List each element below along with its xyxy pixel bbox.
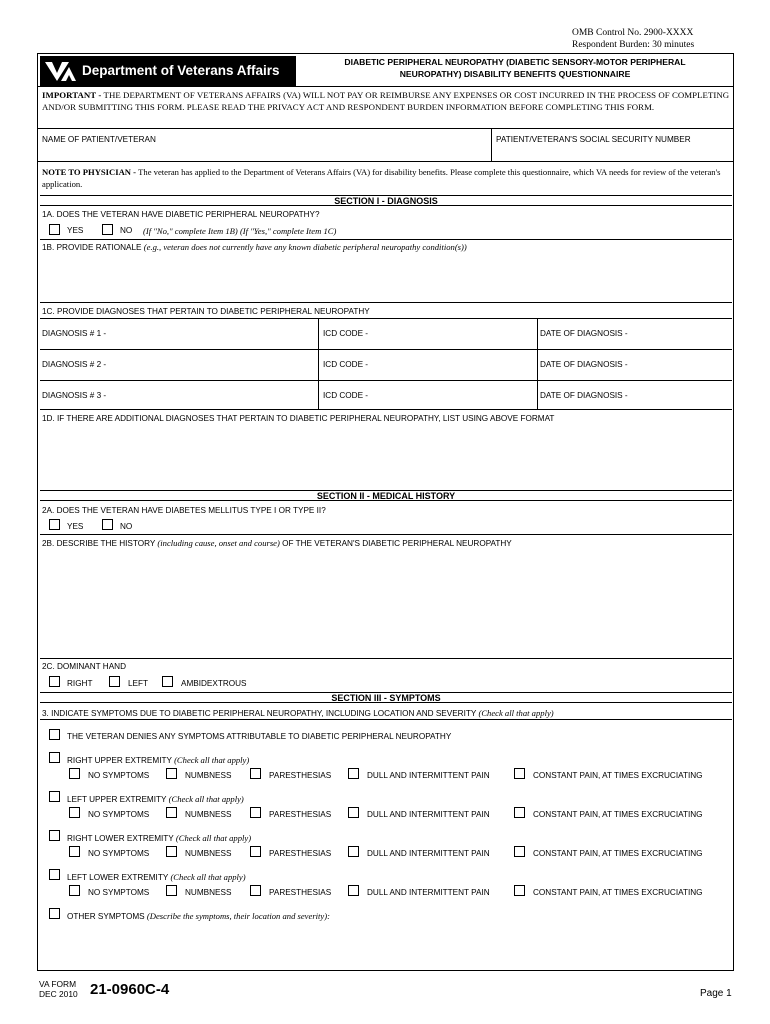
divider <box>37 128 734 129</box>
no-symptoms-label: NO SYMPTOMS <box>88 888 150 897</box>
diagnosis-label[interactable]: DIAGNOSIS # 1 - <box>42 329 107 338</box>
other-symptoms-note: (Describe the symptoms, their location and severity): <box>146 911 330 921</box>
paresthesias-checkbox[interactable] <box>250 768 261 779</box>
extremity-group-left-upper <box>0 791 770 825</box>
dull-pain-label: DULL AND INTERMITTENT PAIN <box>367 771 490 780</box>
q3-label: 3. INDICATE SYMPTOMS DUE TO DIABETIC PERIPHERAL NEUROPATHY, INCLUDING LOCATION AND SEVERITY (Check all that apply) <box>42 708 554 718</box>
q1d-additional-field[interactable] <box>40 425 732 487</box>
constant-pain-checkbox[interactable] <box>514 885 525 896</box>
numbness-label: NUMBNESS <box>185 888 232 897</box>
paresthesias-checkbox[interactable] <box>250 807 261 818</box>
paresthesias-label: PARESTHESIAS <box>269 810 332 819</box>
extremity-checkbox[interactable] <box>49 791 60 802</box>
note-lead: NOTE TO PHYSICIAN - <box>42 167 139 177</box>
denies-symptoms-checkbox[interactable] <box>49 729 60 740</box>
divider <box>40 719 732 720</box>
dull-pain-label: DULL AND INTERMITTENT PAIN <box>367 810 490 819</box>
other-symptoms-label: OTHER SYMPTOMS (Describe the symptoms, their location and severity): <box>67 911 330 921</box>
q2b-label: 2B. DESCRIBE THE HISTORY (including cause, onset and course) OF THE VETERAN'S DIABETIC PERIPHERAL NEUROPATHY <box>42 538 512 548</box>
divider <box>40 658 732 659</box>
dull-pain-checkbox[interactable] <box>348 768 359 779</box>
constant-pain-checkbox[interactable] <box>514 846 525 857</box>
divider <box>37 161 734 162</box>
diagnosis-row <box>40 380 732 409</box>
icd-code-label[interactable]: ICD CODE - <box>323 329 369 338</box>
form-title <box>300 57 730 80</box>
constant-pain-label: CONSTANT PAIN, AT TIMES EXCRUCIATING <box>533 849 703 858</box>
divider <box>40 534 732 535</box>
q2a-no-checkbox[interactable] <box>102 519 113 530</box>
agency-name: Department of Veterans Affairs <box>82 63 280 78</box>
divider <box>537 318 538 409</box>
extremity-checkbox[interactable] <box>49 869 60 880</box>
note-text: The veteran has applied to the Department of Veterans Affairs (VA) for disability benefits. Please complete this questionnaire, which VA needs for review of the veteran's application. <box>42 167 721 189</box>
q2a-label: 2A. DOES THE VETERAN HAVE DIABETES MELLITUS TYPE I OR TYPE II? <box>42 506 326 515</box>
patient-name-label: NAME OF PATIENT/VETERAN <box>42 135 156 144</box>
ssn-label: PATIENT/VETERAN'S SOCIAL SECURITY NUMBER <box>496 135 691 144</box>
constant-pain-label: CONSTANT PAIN, AT TIMES EXCRUCIATING <box>533 810 703 819</box>
q1a-instruction: (If "No," complete Item 1B) (If "Yes," complete Item 1C) <box>143 226 337 236</box>
form-title-line2: NEUROPATHY) DISABILITY BENEFITS QUESTIONNAIRE <box>399 68 631 79</box>
divider <box>40 239 732 240</box>
divider <box>318 318 319 409</box>
q1a-yes-checkbox[interactable] <box>49 224 60 235</box>
numbness-checkbox[interactable] <box>166 846 177 857</box>
paresthesias-label: PARESTHESIAS <box>269 888 332 897</box>
dull-pain-label: DULL AND INTERMITTENT PAIN <box>367 888 490 897</box>
ssn-field[interactable] <box>494 146 730 160</box>
numbness-checkbox[interactable] <box>166 807 177 818</box>
q1b-label: 1B. PROVIDE RATIONALE (e.g., veteran does not currently have any known diabetic peripheral neuropathy condition(s)) <box>42 242 467 252</box>
important-text: THE DEPARTMENT OF VETERANS AFFAIRS (VA) WILL NOT PAY OR REIMBURSE ANY EXPENSES OR COST INCURRED IN THE PROCESS OF COMPLETING AND/OR SUBMITTING THIS FORM. PLEASE READ THE PRIVACY ACT AND RESPONDENT BURDEN INFORMATION BEFORE COMPLETING THIS FORM. <box>42 90 730 112</box>
no-symptoms-checkbox[interactable] <box>69 846 80 857</box>
no-symptoms-checkbox[interactable] <box>69 768 80 779</box>
extremity-label: RIGHT UPPER EXTREMITY (Check all that apply) <box>67 755 250 765</box>
va-seal-icon <box>43 59 77 83</box>
dull-pain-checkbox[interactable] <box>348 885 359 896</box>
date-of-diagnosis-label[interactable]: DATE OF DIAGNOSIS - <box>540 329 628 338</box>
other-symptoms-checkbox[interactable] <box>49 908 60 919</box>
extremity-label: LEFT UPPER EXTREMITY (Check all that apply) <box>67 794 244 804</box>
constant-pain-label: CONSTANT PAIN, AT TIMES EXCRUCIATING <box>533 771 703 780</box>
section2-heading: SECTION II - MEDICAL HISTORY <box>40 490 732 501</box>
constant-pain-checkbox[interactable] <box>514 768 525 779</box>
constant-pain-checkbox[interactable] <box>514 807 525 818</box>
other-symptoms-field[interactable] <box>40 924 732 968</box>
paresthesias-label: PARESTHESIAS <box>269 771 332 780</box>
patient-name-field[interactable] <box>40 146 488 160</box>
dull-pain-checkbox[interactable] <box>348 846 359 857</box>
q2c-label: 2C. DOMINANT HAND <box>42 662 127 671</box>
va-logo-banner <box>40 56 296 86</box>
no-symptoms-checkbox[interactable] <box>69 885 80 896</box>
icd-code-label[interactable]: ICD CODE - <box>323 360 369 369</box>
respondent-burden: Respondent Burden: 30 minutes <box>572 40 695 50</box>
q1a-no-label: NO <box>120 226 133 235</box>
footer-form-id <box>39 979 78 999</box>
dull-pain-label: DULL AND INTERMITTENT PAIN <box>367 849 490 858</box>
no-symptoms-checkbox[interactable] <box>69 807 80 818</box>
divider <box>40 409 732 410</box>
q1b-note: (e.g., veteran does not currently have any known diabetic peripheral neuropathy condition(s)) <box>143 242 467 252</box>
section1-heading: SECTION I - DIAGNOSIS <box>40 195 732 206</box>
date-of-diagnosis-label[interactable]: DATE OF DIAGNOSIS - <box>540 391 628 400</box>
paresthesias-checkbox[interactable] <box>250 846 261 857</box>
icd-code-label[interactable]: ICD CODE - <box>323 391 369 400</box>
numbness-label: NUMBNESS <box>185 849 232 858</box>
extremity-group-left-lower <box>0 869 770 903</box>
diagnosis-row <box>40 318 732 349</box>
omb-control: OMB Control No. 2900-XXXX <box>572 28 694 38</box>
q1a-no-checkbox[interactable] <box>102 224 113 235</box>
numbness-checkbox[interactable] <box>166 885 177 896</box>
no-symptoms-label: NO SYMPTOMS <box>88 771 150 780</box>
extremity-checkbox[interactable] <box>49 752 60 763</box>
q1c-label: 1C. PROVIDE DIAGNOSES THAT PERTAIN TO DIABETIC PERIPHERAL NEUROPATHY <box>42 307 370 316</box>
constant-pain-label: CONSTANT PAIN, AT TIMES EXCRUCIATING <box>533 888 703 897</box>
divider <box>491 128 492 161</box>
section3-heading: SECTION III - SYMPTOMS <box>40 692 732 703</box>
q2a-no-label: NO <box>120 522 133 531</box>
q3-note: (Check all that apply) <box>478 708 554 718</box>
q1b-rationale-field[interactable] <box>40 253 732 300</box>
numbness-label: NUMBNESS <box>185 810 232 819</box>
extremity-group-right-upper <box>0 752 770 786</box>
q1a-yes-label: YES <box>67 226 84 235</box>
date-of-diagnosis-label[interactable]: DATE OF DIAGNOSIS - <box>540 360 628 369</box>
extremity-label: LEFT LOWER EXTREMITY (Check all that apply) <box>67 872 246 882</box>
extremity-label: RIGHT LOWER EXTREMITY (Check all that apply) <box>67 833 252 843</box>
diagnosis-row <box>40 349 732 380</box>
note-to-physician <box>42 167 730 190</box>
page-number: Page 1 <box>700 988 732 999</box>
divider <box>37 86 734 87</box>
no-symptoms-label: NO SYMPTOMS <box>88 849 150 858</box>
no-symptoms-label: NO SYMPTOMS <box>88 810 150 819</box>
footer-date: DEC 2010 <box>39 989 78 999</box>
important-lead: IMPORTANT - <box>42 90 104 100</box>
paresthesias-label: PARESTHESIAS <box>269 849 332 858</box>
numbness-checkbox[interactable] <box>166 768 177 779</box>
important-notice <box>42 89 730 113</box>
denies-symptoms-label: THE VETERAN DENIES ANY SYMPTOMS ATTRIBUTABLE TO DIABETIC PERIPHERAL NEUROPATHY <box>67 732 452 741</box>
extremity-group-right-lower <box>0 830 770 864</box>
q2a-yes-label: YES <box>67 522 84 531</box>
footer-va-form: VA FORM <box>39 979 77 989</box>
footer-form-number: 21-0960C-4 <box>90 981 170 998</box>
divider <box>40 302 732 303</box>
numbness-label: NUMBNESS <box>185 771 232 780</box>
q1d-label: 1D. IF THERE ARE ADDITIONAL DIAGNOSES THAT PERTAIN TO DIABETIC PERIPHERAL NEUROPATHY, LIST USING ABOVE FORMAT <box>42 414 555 423</box>
paresthesias-checkbox[interactable] <box>250 885 261 896</box>
diagnosis-label[interactable]: DIAGNOSIS # 2 - <box>42 360 107 369</box>
left-hand-label: LEFT <box>128 679 149 688</box>
extremity-checkbox[interactable] <box>49 830 60 841</box>
q2b-note: (including cause, onset and course) <box>157 538 280 548</box>
ambidextrous-label: AMBIDEXTROUS <box>181 679 247 688</box>
right-hand-label: RIGHT <box>67 679 93 688</box>
q1a-label: 1A. DOES THE VETERAN HAVE DIABETIC PERIPHERAL NEUROPATHY? <box>42 210 320 219</box>
diagnosis-label[interactable]: DIAGNOSIS # 3 - <box>42 391 107 400</box>
q2b-history-field[interactable] <box>40 550 732 655</box>
form-title-line1: DIABETIC PERIPHERAL NEUROPATHY (DIABETIC SENSORY-MOTOR PERIPHERAL <box>344 57 686 67</box>
omb-block <box>572 27 694 51</box>
dull-pain-checkbox[interactable] <box>348 807 359 818</box>
ambidextrous-checkbox[interactable] <box>162 676 173 687</box>
q2a-yes-checkbox[interactable] <box>49 519 60 530</box>
right-hand-checkbox[interactable] <box>49 676 60 687</box>
left-hand-checkbox[interactable] <box>109 676 120 687</box>
